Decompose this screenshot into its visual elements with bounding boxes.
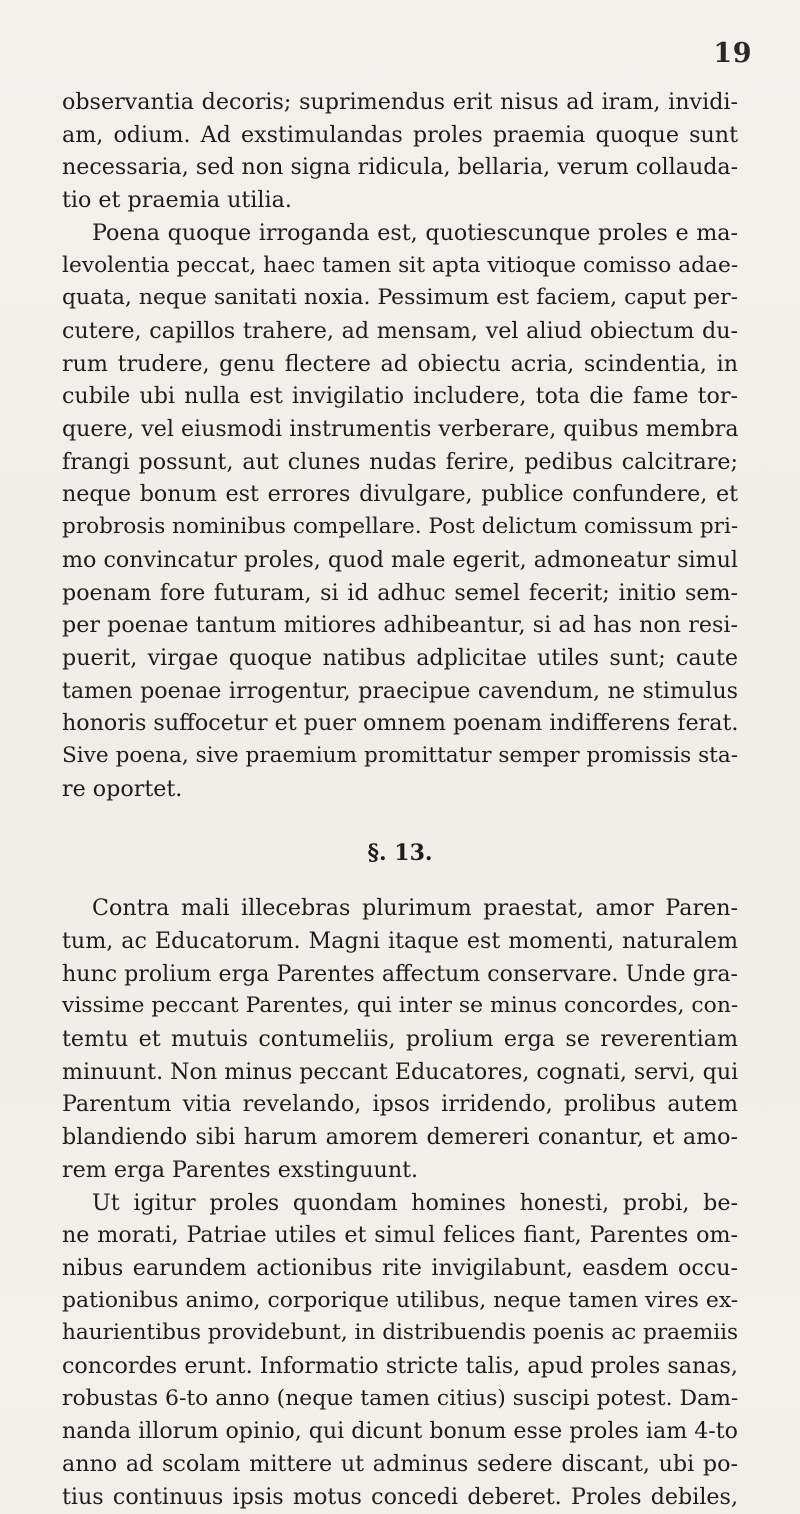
paragraph-3 (62, 892, 738, 1186)
text-line: blandiendo sibi harum amorem demereri conantur, et amo- (62, 1124, 738, 1151)
text-line: levolentia peccat, haec tamen sit apta vitioque comisso adae- (62, 252, 739, 278)
text-line: cubile ubi nulla est invigilatio includere, tota die fame tor- (62, 383, 738, 410)
text-line: tum, ac Educatorum. Magni itaque est momenti, naturalem (62, 927, 738, 954)
text-line: nanda illorum opinio, qui dicunt bonum esse proles iam 4-to (62, 1418, 738, 1445)
text-line: quata, neque sanitati noxia. Pessimum est faciem, caput per- (62, 285, 738, 311)
text-line: am, odium. Ad exstimulandas proles praemia quoque sunt (62, 121, 738, 148)
text-line: puerit, virgae quoque natibus adplicitae utiles sunt; caute (62, 644, 738, 671)
paragraph-4 (62, 1187, 738, 1514)
text-line: probrosis nominibus compellare. Post delictum comissum pri- (62, 514, 739, 540)
text-line: Parentum vitia revelando, ipsos irridendo, prolibus autem (62, 1091, 738, 1118)
paragraph-2 (62, 217, 738, 806)
text-line: minuunt. Non minus peccant Educatores, cognati, servi, qui (62, 1058, 739, 1085)
text-line: anno ad scolam mittere ut adminus sedere discant, ubi po- (62, 1451, 738, 1478)
body-text (62, 86, 738, 1514)
text-line: rem erga Parentes exstinguunt. (62, 1156, 419, 1183)
text-line: frangi possunt, aut clunes nudas ferire, pedibus calcitrare; (62, 448, 738, 475)
text-line: pationibus animo, corporique utilibus, neque tamen vires ex- (62, 1287, 739, 1313)
page-number: 19 (713, 38, 752, 69)
text-line: hunc prolium erga Parentes affectum conservare. Unde gra- (62, 960, 738, 987)
text-line: temtu et mutuis contumeliis, prolium erga se reverentiam (62, 1025, 738, 1052)
text-line: poenam fore futuram, si id adhuc semel fecerit; initio sem- (62, 579, 738, 606)
text-line: ne morati, Patriae utiles et simul felices fiant, Parentes om- (62, 1222, 738, 1249)
text-line: neque bonum est errores divulgare, publice confundere, et (62, 481, 738, 508)
text-line: Sive poena, sive praemium promittatur semper promissis sta- (62, 743, 738, 769)
text-line: necessaria, sed non signa ridicula, bellaria, verum collauda- (62, 154, 739, 181)
text-line: observantia decoris; suprimendus erit nisus ad iram, invidi- (62, 89, 738, 115)
text-line: vissime peccant Parentes, qui inter se minus concordes, con- (62, 993, 739, 1019)
text-line: mo convincatur proles, quod male egerit, admoneatur simul (62, 546, 738, 573)
text-line: per poenae tantum mitiores adhibeantur, si ad has non resi- (62, 612, 738, 639)
text-line: quere, vel eiusmodi instrumentis verberare, quibus membra (62, 416, 739, 443)
text-line: cutere, capillos trahere, ad mensam, vel aliud obiectum du- (62, 317, 738, 344)
text-line: honoris suffocetur et puer omnem poenam indifferens ferat. (62, 710, 739, 737)
text-line: rum trudere, genu flectere ad obiectu acria, scindentia, in (62, 350, 738, 377)
text-line: concordes erunt. Informatio stricte talis, apud proles sanas, (62, 1353, 738, 1380)
paragraph-1 (62, 86, 738, 217)
text-line: tio et praemia utilia. (62, 187, 292, 214)
text-line: tamen poenae irrogentur, praecipue cavendum, ne stimulus (62, 677, 738, 704)
text-line: Contra mali illecebras plurimum praestat, amor Paren- (92, 895, 738, 922)
section-heading: §. 13. (367, 840, 433, 867)
text-line: Ut igitur proles quondam homines honesti, probi, be- (92, 1189, 738, 1216)
text-line: tius continuus ipsis motus concedi deberet. Proles debiles, (62, 1483, 738, 1510)
text-line: robustas 6-to anno (neque tamen citius) suscipi potest. Dam- (62, 1385, 739, 1411)
text-line: haurientibus providebunt, in distribuendis poenis ac praemiis (62, 1320, 739, 1346)
text-line: re oportet. (62, 775, 183, 802)
text-line: Poena quoque irroganda est, quotiescunque proles e ma- (92, 219, 738, 246)
text-line: nibus earundem actionibus rite invigilabunt, easdem occu- (62, 1254, 738, 1281)
